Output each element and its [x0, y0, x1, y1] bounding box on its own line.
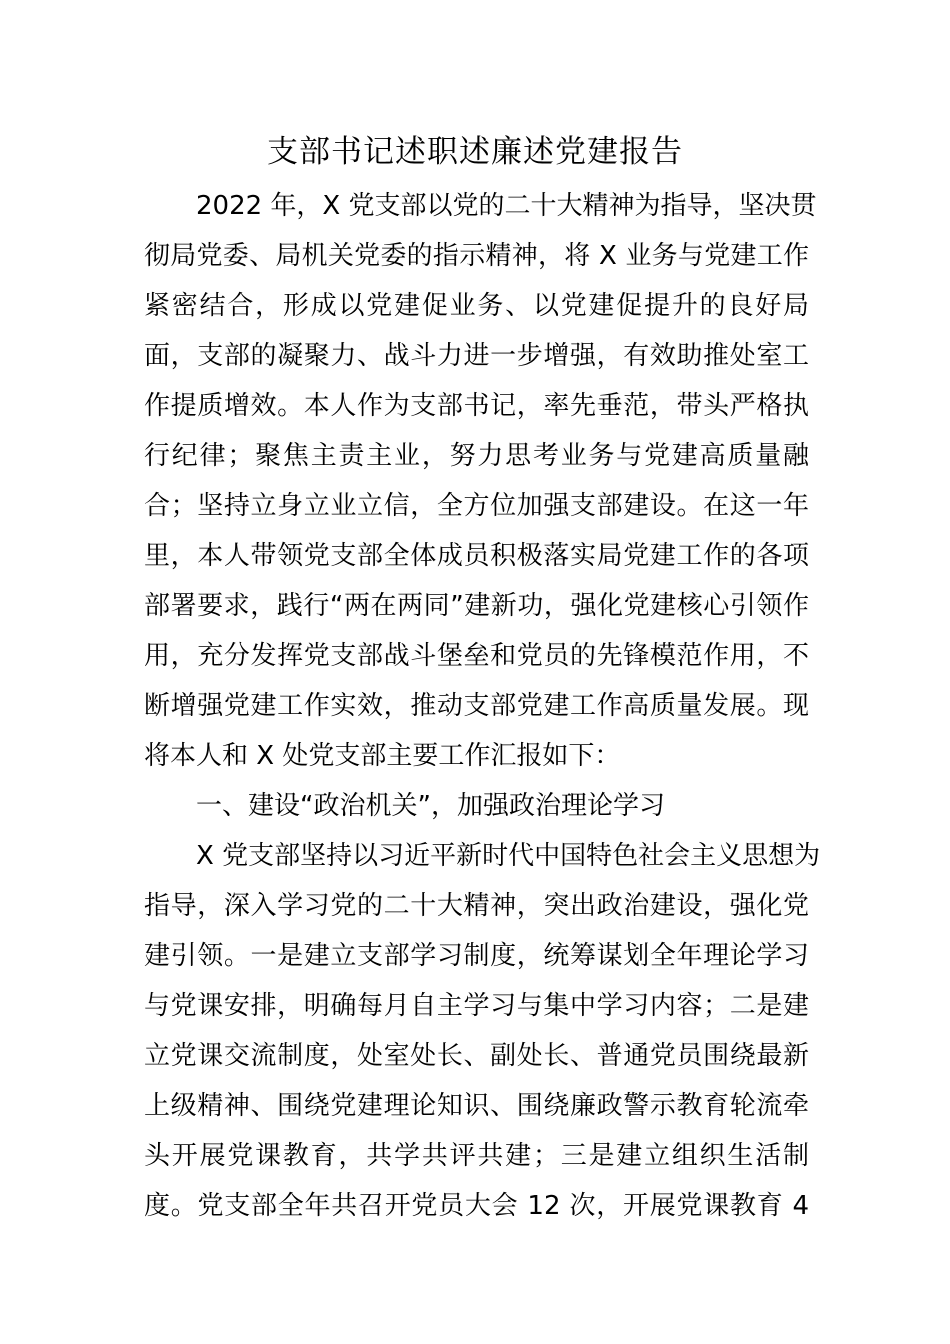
section-heading: 一、建设“政治机关”，加强政治理论学习 [196, 791, 665, 821]
paragraph-line: X 党支部坚持以习近平新时代中国特色社会主义思想为 [196, 841, 821, 871]
paragraph-line: 度。党支部全年共召开党员大会 12 次，开展党课教育 4 [144, 1191, 809, 1221]
paragraph-line: 上级精神、围绕党建理论知识、围绕廉政警示教育轮流牵 [144, 1091, 809, 1121]
paragraph-line: 用，充分发挥党支部战斗堡垒和党员的先锋模范作用，不 [144, 641, 809, 671]
paragraph-line: 行纪律；聚焦主责主业，努力思考业务与党建高质量融 [144, 441, 809, 471]
paragraph-line: 紧密结合，形成以党建促业务、以党建促提升的良好局 [144, 291, 809, 321]
paragraph-line: 指导，深入学习党的二十大精神，突出政治建设，强化党 [144, 891, 809, 921]
paragraph-line: 立党课交流制度，处室处长、副处长、普通党员围绕最新 [144, 1041, 809, 1071]
document-title: 支部书记述职述廉述党建报告 [267, 134, 683, 170]
paragraph-line: 面，支部的凝聚力、战斗力进一步增强，有效助推处室工 [144, 341, 809, 371]
paragraph-line: 彻局党委、局机关党委的指示精神，将 X 业务与党建工作 [144, 241, 809, 271]
paragraph-line: 与党课安排，明确每月自主学习与集中学习内容；二是建 [144, 991, 809, 1021]
paragraph-line: 里，本人带领党支部全体成员积极落实局党建工作的各项 [144, 541, 809, 571]
paragraph-line: 2022 年，X 党支部以党的二十大精神为指导，坚决贯 [196, 191, 817, 221]
paragraph-line: 合；坚持立身立业立信，全方位加强支部建设。在这一年 [144, 491, 809, 521]
paragraph-line: 建引领。一是建立支部学习制度，统筹谋划全年理论学习 [144, 941, 809, 971]
paragraph-line: 作提质增效。本人作为支部书记，率先垂范，带头严格执 [144, 391, 809, 421]
paragraph-line: 断增强党建工作实效，推动支部党建工作高质量发展。现 [144, 691, 809, 721]
paragraph-line: 部署要求，践行“两在两同”建新功，强化党建核心引领作 [144, 591, 809, 621]
paragraph-line: 将本人和 X 处党支部主要工作汇报如下： [144, 741, 621, 771]
paragraph-line: 头开展党课教育，共学共评共建；三是建立组织生活制 [144, 1141, 809, 1171]
